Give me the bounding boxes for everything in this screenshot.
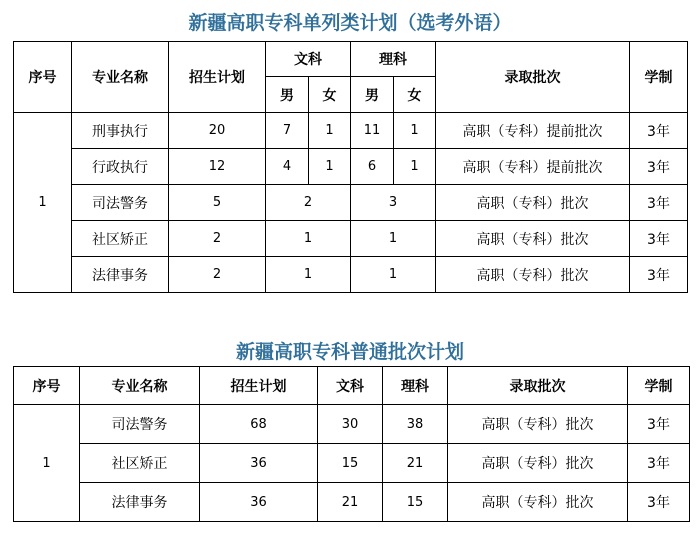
cell-years: 3年: [630, 149, 688, 185]
cell-major: 司法警务: [80, 405, 200, 444]
cell-arts-male: 4: [266, 149, 309, 185]
cell-science: 21: [383, 444, 448, 483]
cell-plan: 2: [169, 257, 266, 293]
cell-major: 法律事务: [72, 257, 169, 293]
cell-arts-female: 1: [309, 149, 351, 185]
header-arts: 文科: [318, 367, 383, 405]
cell-batch: 高职（专科）提前批次: [436, 149, 630, 185]
cell-arts-male: 7: [266, 113, 309, 149]
cell-major: 社区矫正: [72, 221, 169, 257]
header-arts-female: 女: [309, 77, 351, 113]
cell-plan: 36: [200, 444, 318, 483]
cell-arts: 30: [318, 405, 383, 444]
header-science-male: 男: [351, 77, 394, 113]
cell-major: 行政执行: [72, 149, 169, 185]
cell-science-male: 11: [351, 113, 394, 149]
cell-science: 38: [383, 405, 448, 444]
header-batch: 录取批次: [448, 367, 628, 405]
cell-arts: 21: [318, 483, 383, 522]
cell-plan: 20: [169, 113, 266, 149]
cell-major: 社区矫正: [80, 444, 200, 483]
header-plan: 招生计划: [169, 42, 266, 113]
cell-major: 法律事务: [80, 483, 200, 522]
cell-science: 1: [351, 257, 436, 293]
header-arts: 文科: [266, 42, 351, 77]
table-row: [14, 405, 690, 444]
table-row: [14, 113, 688, 149]
cell-science-male: 6: [351, 149, 394, 185]
cell-arts: 1: [266, 257, 351, 293]
cell-batch: 高职（专科）批次: [448, 483, 628, 522]
table-row: [14, 444, 690, 483]
cell-arts: 2: [266, 185, 351, 221]
table-row: [14, 483, 690, 522]
table-row: [14, 149, 688, 185]
header-years: 学制: [628, 367, 690, 405]
cell-plan: 5: [169, 185, 266, 221]
header-science: 理科: [351, 42, 436, 77]
header-major: 专业名称: [72, 42, 169, 113]
cell-science: 15: [383, 483, 448, 522]
cell-batch: 高职（专科）批次: [448, 444, 628, 483]
header-plan: 招生计划: [200, 367, 318, 405]
table1-title: 新疆高职专科单列类计划（选考外语）: [188, 12, 512, 34]
table-header-row: [14, 367, 690, 405]
header-years: 学制: [630, 42, 688, 113]
cell-years: 3年: [630, 185, 688, 221]
group-seq: 1: [14, 405, 80, 522]
header-seq: 序号: [14, 367, 80, 405]
cell-science: 1: [351, 221, 436, 257]
cell-batch: 高职（专科）提前批次: [436, 113, 630, 149]
cell-arts: 1: [266, 221, 351, 257]
table-header-row: [14, 42, 688, 77]
table2-title: 新疆高职专科普通批次计划: [235, 341, 464, 363]
cell-batch: 高职（专科）批次: [436, 185, 630, 221]
cell-batch: 高职（专科）批次: [436, 221, 630, 257]
header-batch: 录取批次: [436, 42, 630, 113]
cell-years: 3年: [630, 257, 688, 293]
header-arts-male: 男: [266, 77, 309, 113]
cell-batch: 高职（专科）批次: [436, 257, 630, 293]
group-seq: 1: [14, 113, 72, 293]
header-seq: 序号: [14, 42, 72, 113]
cell-science-female: 1: [394, 149, 436, 185]
table-row: [14, 257, 688, 293]
table-row: [14, 185, 688, 221]
cell-plan: 2: [169, 221, 266, 257]
cell-arts-female: 1: [309, 113, 351, 149]
cell-plan: 68: [200, 405, 318, 444]
cell-batch: 高职（专科）批次: [448, 405, 628, 444]
cell-science: 3: [351, 185, 436, 221]
header-major: 专业名称: [80, 367, 200, 405]
cell-years: 3年: [628, 444, 690, 483]
header-science: 理科: [383, 367, 448, 405]
single-enrollment-plan-table: [13, 41, 688, 293]
cell-years: 3年: [628, 483, 690, 522]
cell-major: 司法警务: [72, 185, 169, 221]
cell-plan: 12: [169, 149, 266, 185]
cell-years: 3年: [628, 405, 690, 444]
general-batch-plan-table: [13, 366, 690, 522]
cell-years: 3年: [630, 221, 688, 257]
header-science-female: 女: [394, 77, 436, 113]
table-row: [14, 221, 688, 257]
cell-plan: 36: [200, 483, 318, 522]
cell-years: 3年: [630, 113, 688, 149]
cell-science-female: 1: [394, 113, 436, 149]
cell-major: 刑事执行: [72, 113, 169, 149]
cell-arts: 15: [318, 444, 383, 483]
